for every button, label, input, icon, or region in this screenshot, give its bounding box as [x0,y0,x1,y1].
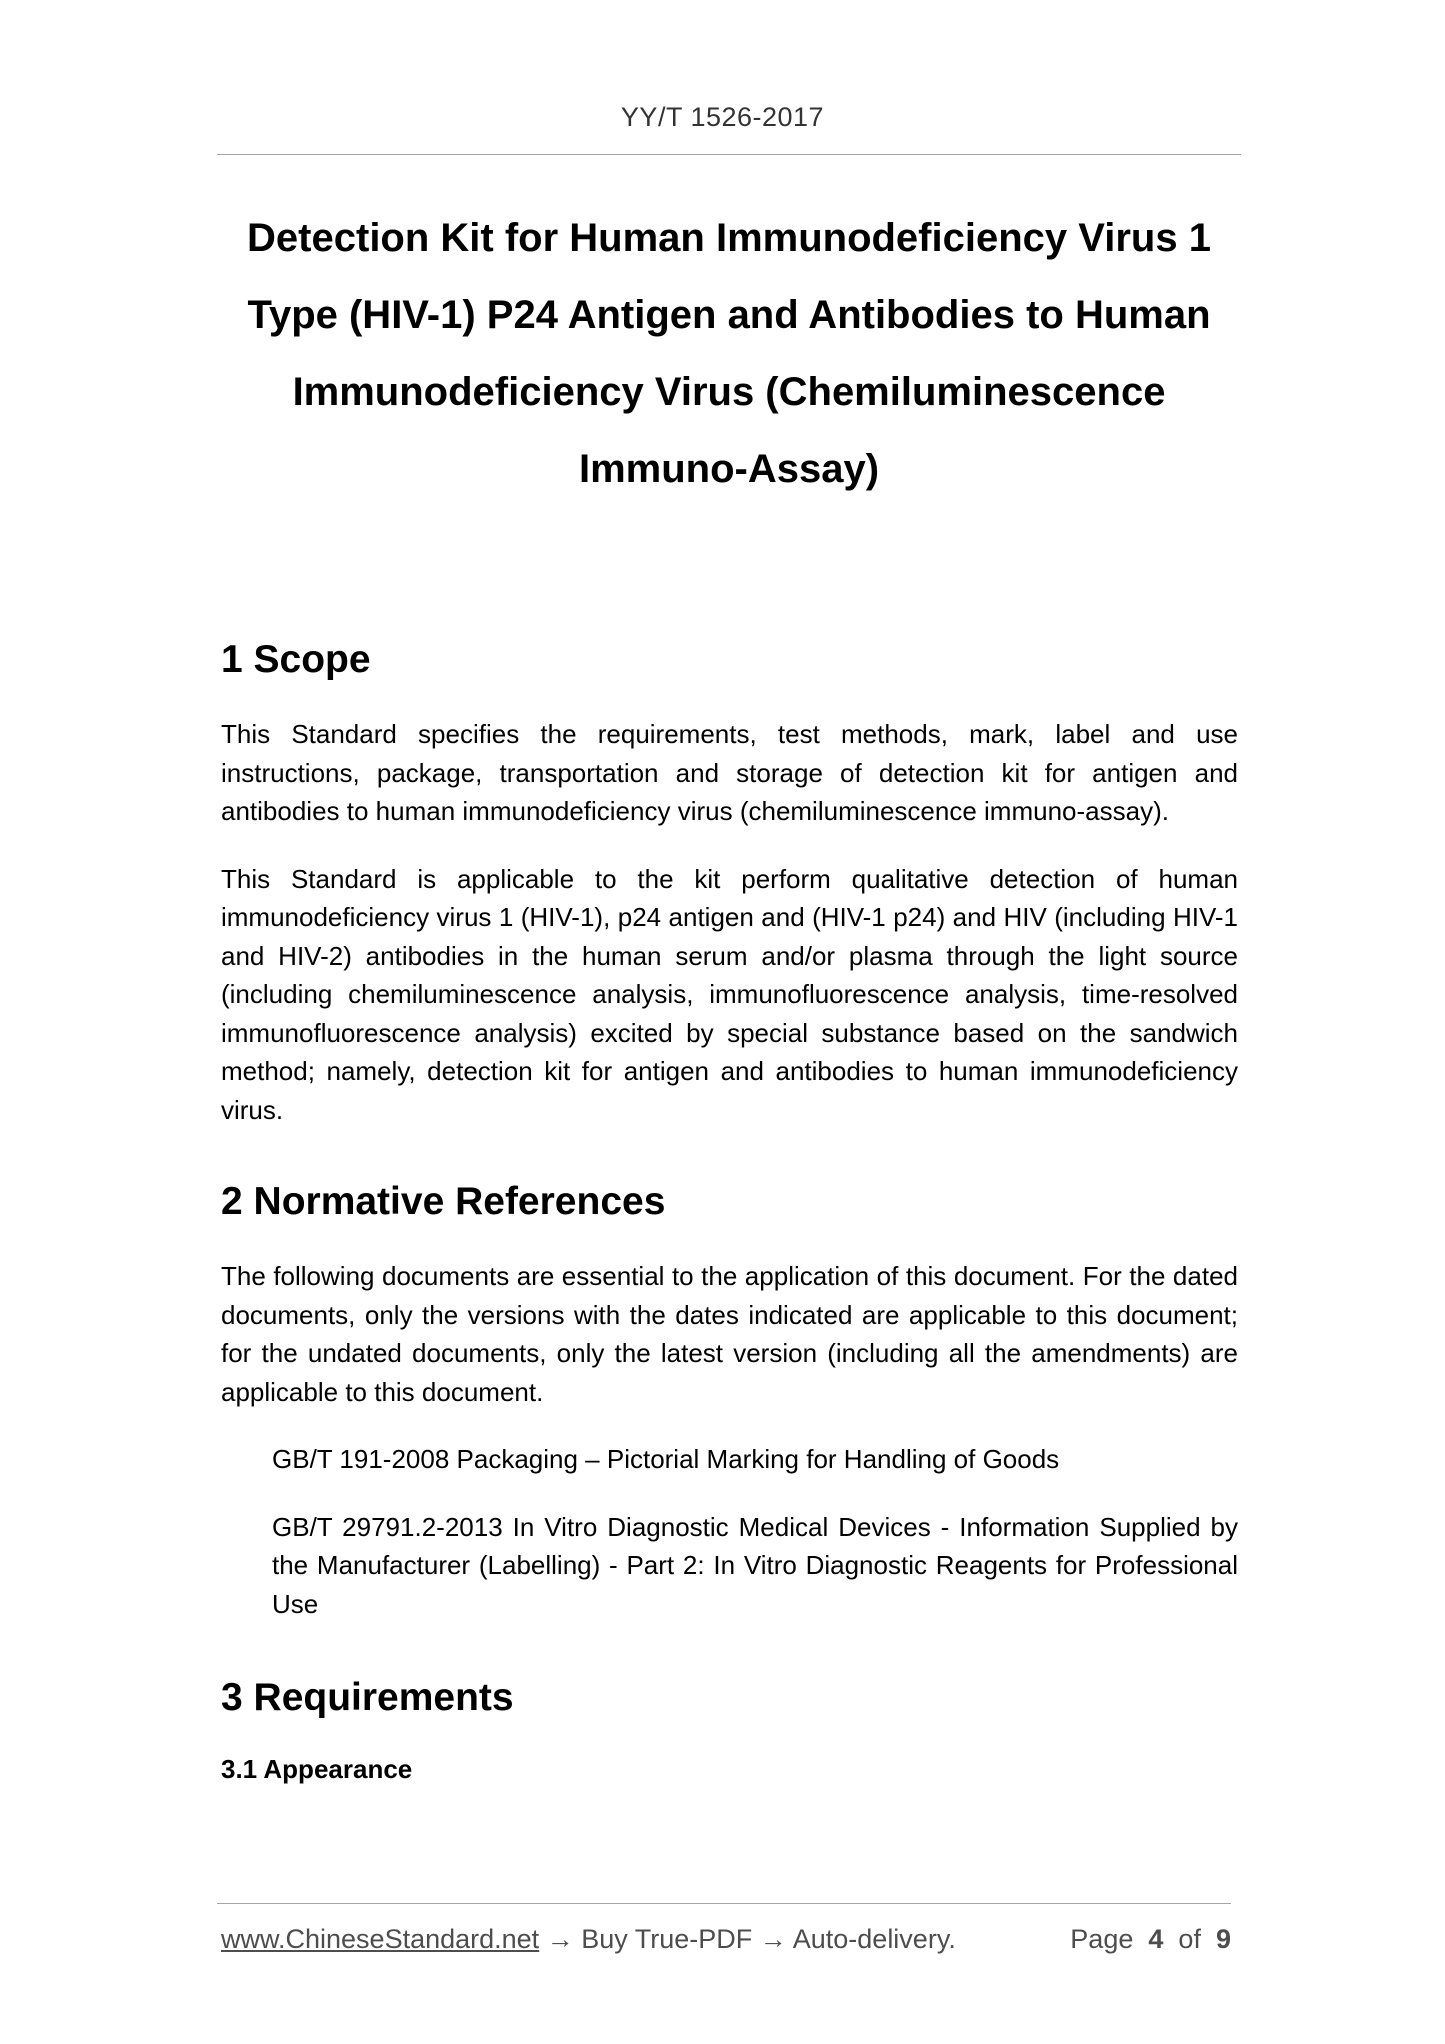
page-total-number: 9 [1215,1924,1231,1954]
scope-paragraph-2: This Standard is applicable to the kit perform qualitative detection of human immunodeficiency virus 1 (HIV-1), p24 antigen and (HIV-1 p24) and HIV (including HIV-1 and HIV-2) antibodies in the human serum and/or plasma through the light source (including chemiluminescence analysis, immunofluorescence analysis, time-resolved immunofluorescence analysis) excited by special substance based on the sandwich method; namely, detection kit for antigen and antibodies to human immunodeficiency virus. [221,863,1238,1125]
website-link[interactable]: www.ChineseStandard.net [221,1924,540,1954]
page-word: Page [1070,1924,1134,1954]
reference-item: GB/T 191-2008 Packaging – Pictorial Marking for Handling of Goods [272,1444,1060,1474]
title-line: Type (HIV-1) P24 Antigen and Antibodies to Human [247,293,1211,337]
section-heading-scope: 1 Scope [221,638,371,681]
document-body [221,630,1238,1788]
page-header-doc-code: YY/T 1526-2017 [620,102,825,132]
page-current-number: 4 [1148,1924,1164,1954]
footer-divider [217,1903,1231,1904]
title-line: Immunodeficiency Virus (Chemiluminescence [292,370,1166,414]
title-line: Detection Kit for Human Immunodeficiency Virus 1 [247,216,1211,260]
section-heading-normative-references: 2 Normative References [221,1180,666,1223]
reference-item: GB/T 29791.2-2013 In Vitro Diagnostic Medical Devices - Information Supplied by the Manufacturer (Labelling) - Part 2: In Vitro Diagnostic Reagents for Professional Use [272,1511,1238,1619]
title-line: Immuno-Assay) [578,447,880,491]
subsection-heading-appearance: 3.1 Appearance [221,1754,413,1784]
scope-paragraph-1: This Standard specifies the requirements, test methods, mark, label and use instructions, package, transportation and storage of detection kit for antigen and antibodies to human immunodeficiency virus (chemiluminescence immuno-assay). [221,719,1238,826]
page-indicator [1070,1922,1231,1956]
document-title [230,200,1228,508]
of-word: of [1178,1924,1201,1954]
page-footer [221,1922,1231,1956]
section-heading-requirements: 3 Requirements [221,1676,514,1719]
header-divider [217,154,1241,155]
footer-promo-text: → Buy True-PDF → Auto-delivery. [539,1924,956,1954]
references-intro-paragraph: The following documents are essential to the application of this document. For the dated documents, only the versions with the dates indicated are applicable to this document; for the undated documents, only the latest version (including all the amendments) are applicable to this document. [221,1261,1238,1407]
